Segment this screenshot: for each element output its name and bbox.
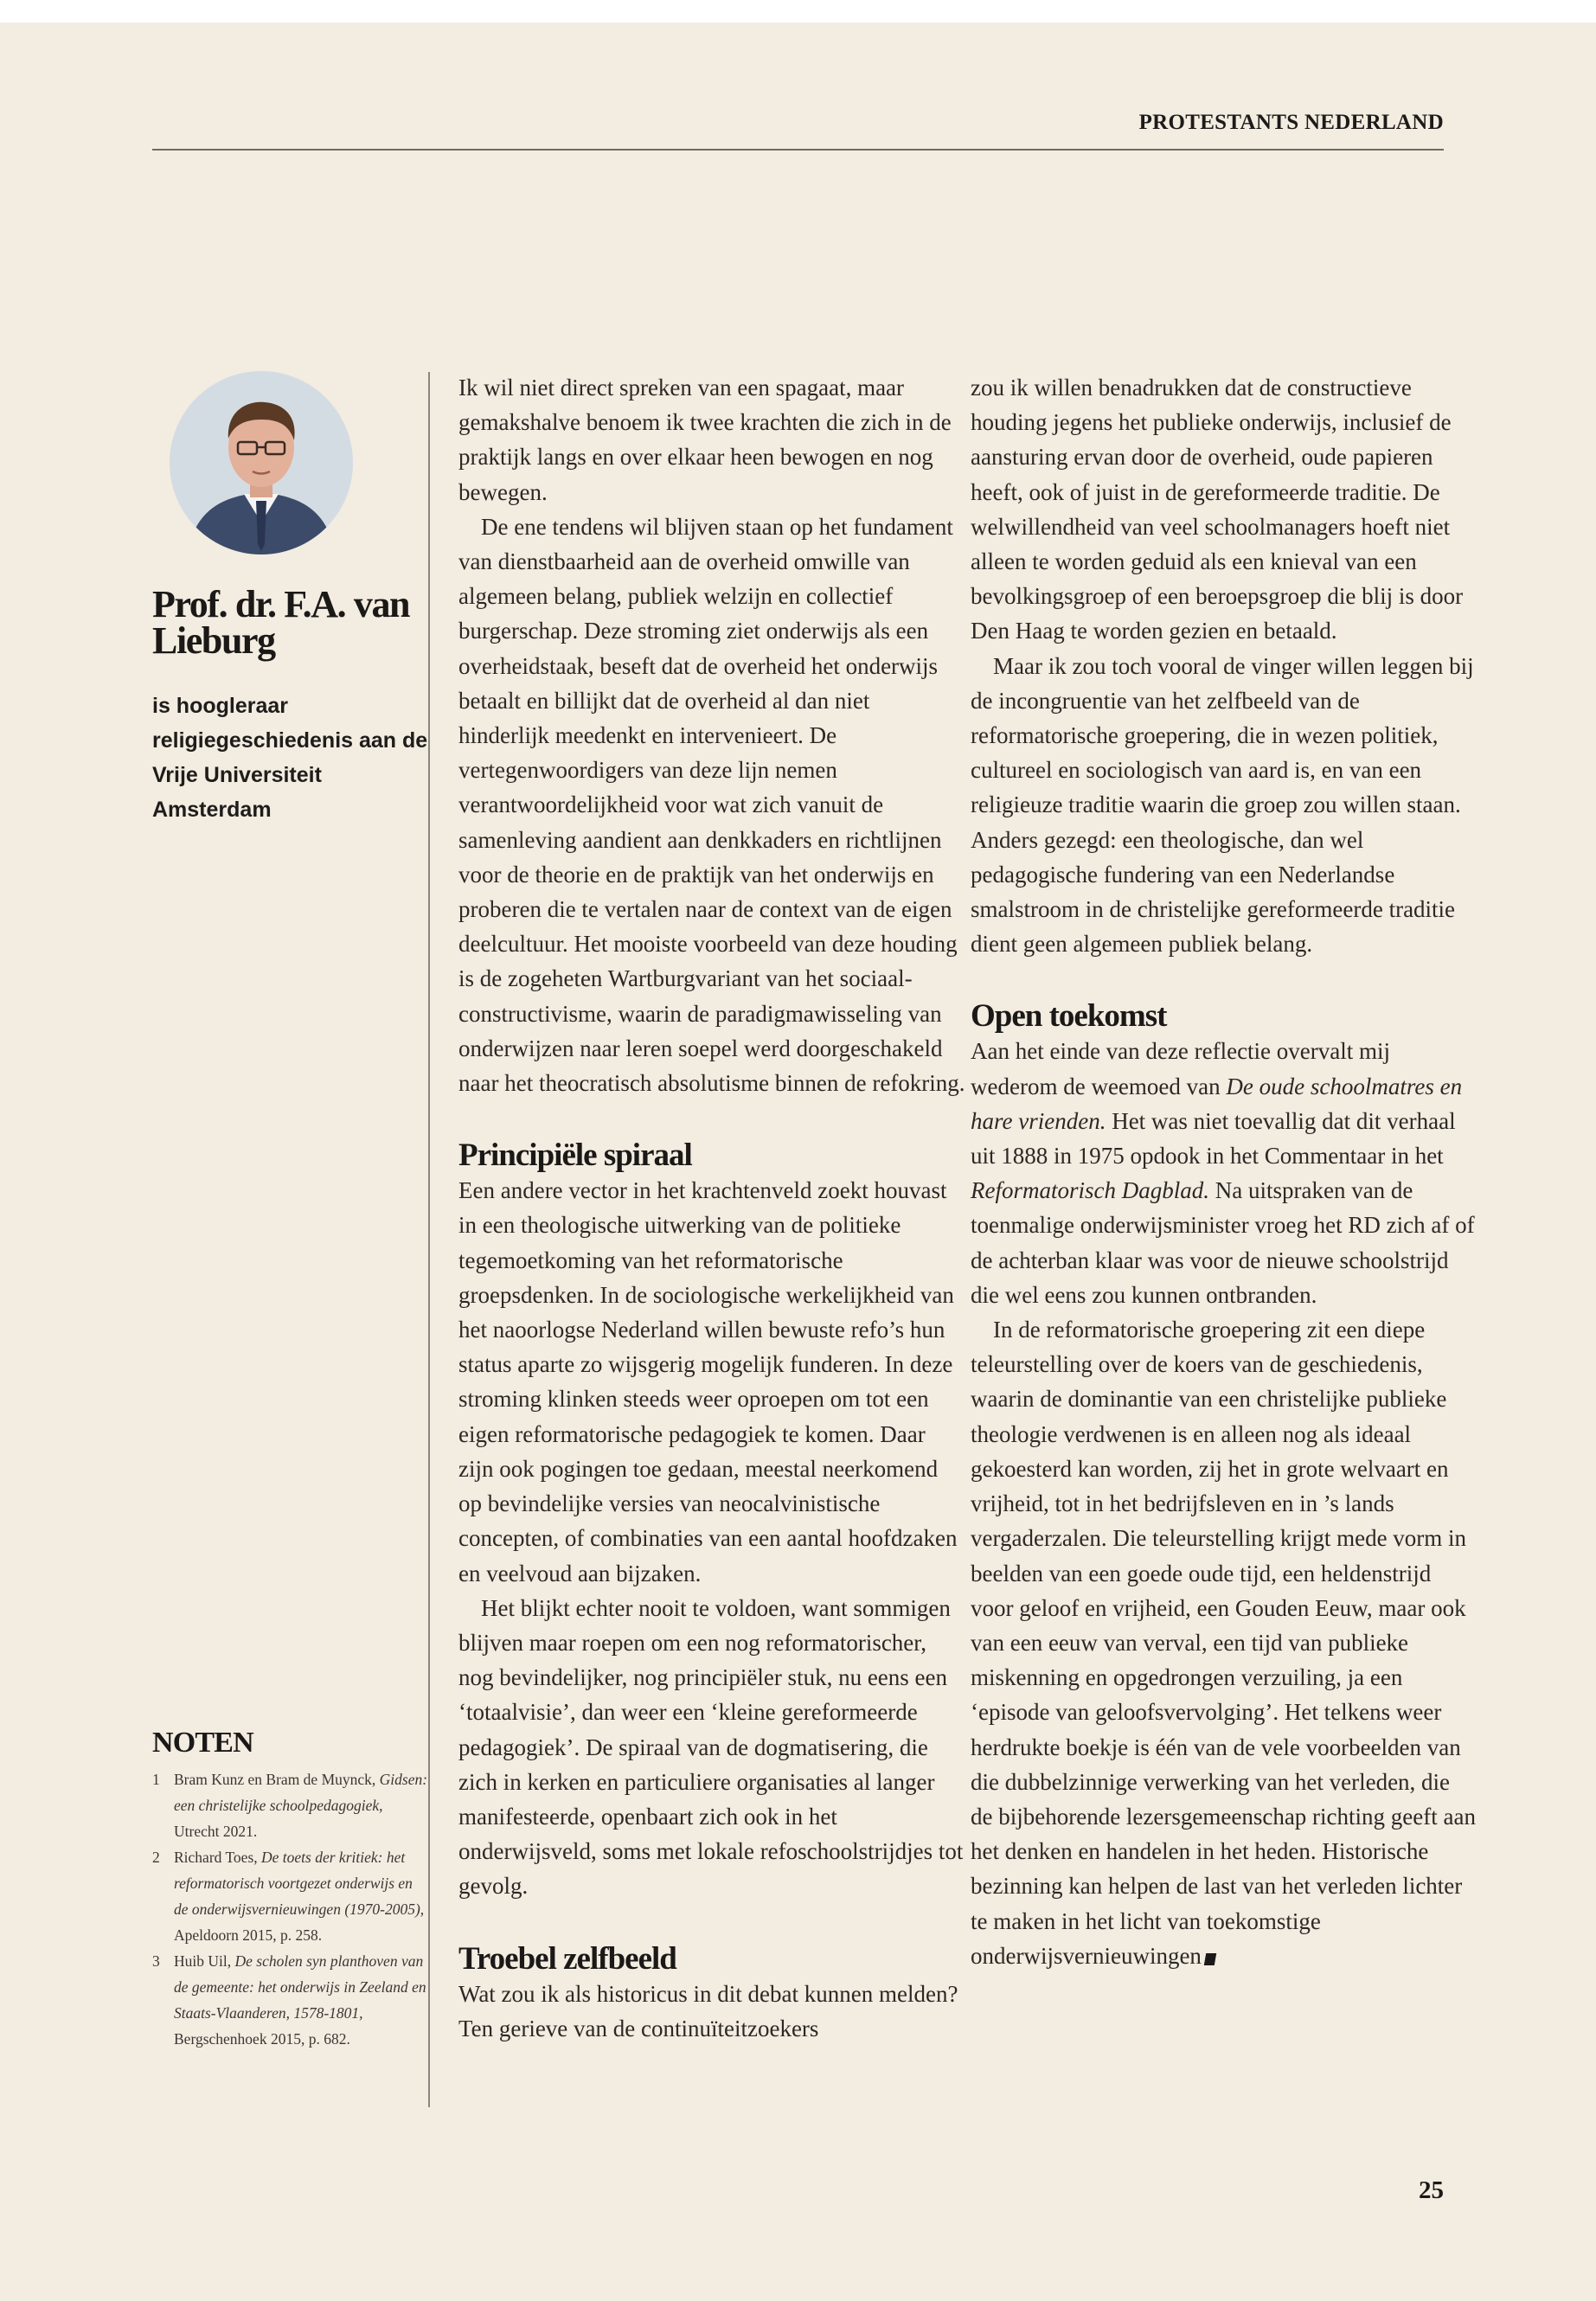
note-number: 3 xyxy=(152,1952,160,1970)
note-author: Bram Kunz en Bram de Muynck, xyxy=(174,1771,376,1788)
header-divider xyxy=(152,149,1444,151)
text-run: Na uitspraken van de toenmalige onderwijsminister vroeg het RD zich af of de achterban klaar was voor de nieuwe schoolstrijd die wel eens zou kunnen ontbranden. xyxy=(971,1177,1475,1308)
note-number: 1 xyxy=(152,1771,160,1788)
portrait-illustration xyxy=(170,371,353,554)
note-publication: Apeldoorn 2015, p. 258. xyxy=(174,1926,323,1944)
book-title: De oude schoolmatres en hare vrienden. xyxy=(971,1073,1463,1134)
article-column-1 xyxy=(458,370,965,2046)
section-heading: Principiële spiraal xyxy=(458,1138,692,1174)
sidebar-divider xyxy=(428,372,430,2107)
note-author: Richard Toes, xyxy=(174,1849,258,1866)
paragraph: zou ik willen benadrukken dat de constructieve houding jegens het publieke onderwijs, inclusief de aansturing ervan door de overheid, oude papieren heeft, ook of juist in de gereformeerde traditie. De welwillendheid van veel schoolmanagers hoeft niet alleen te worden geduid als een knieval van een bevolkingsgroep of een beroepsgroep die blij is door Den Haag te worden gezien en betaald. xyxy=(971,375,1464,644)
notes-list xyxy=(152,1766,429,2052)
paragraph: De ene tendens wil blijven staan op het fundament van dienstbaarheid aan de overheid omwille van algemeen belang, publiek welzijn en collectief burgerschap. Deze stroming ziet onderwijs als een overheidstaak, beseft dat de overheid het onderwijs betaalt en billijkt dat de overheid al dan niet hinderlijk meedenkt en intervenieert. De vertegenwoordigers van deze lijn nemen verantwoordelijkheid voor wat zich vanuit de samenleving aandient aan denkkaders en richtlijnen voor de theorie en de praktijk van het onderwijs en proberen die te vertalen naar de context van de eigen deelcultuur. Het mooiste voorbeeld van deze houding is de zogeheten Wartburgvariant van het sociaal-constructivisme, waarin de paradigmawisseling van onderwijzen naar leren soepel werd doorgeschakeld naar het theocratisch absolutisme binnen de refokring. xyxy=(458,513,965,1097)
text-run: Aan het einde van deze reflectie overvalt mij wederom de weemoed van xyxy=(971,1038,1391,1099)
paragraph xyxy=(971,1034,1477,1312)
note-title: De scholen syn planthoven van de gemeente: het onderwijs in Zeeland en Staats-Vlaanderen, 1578-1801, xyxy=(174,1952,426,2022)
page-number: 25 xyxy=(1419,2176,1444,2204)
section-heading: Open toekomst xyxy=(971,998,1167,1035)
note-number: 2 xyxy=(152,1849,160,1866)
paragraph: Maar ik zou toch vooral de vinger willen leggen bij de incongruentie van het zelfbeeld van de reformatorische groepering, die in wezen politiek, cultureel en sociologisch van aard is, en van een religieuze traditie waarin die groep zou willen staan. Anders gezegd: een theologische, dan wel pedagogische fundering van een Nederlandse smalstroom in de christelijke gereformeerde traditie dient geen algemeen publiek belang. xyxy=(971,652,1474,958)
author-name: Prof. dr. F.A. van Lieburg xyxy=(152,583,410,662)
text-run: Het was niet toevallig dat dit verhaal uit 1888 in 1975 opdook in het Commentaar in het xyxy=(971,1107,1456,1170)
author-description: is hoogleraar religiegeschiedenis aan de Vrije Universiteit Amsterdam xyxy=(152,694,428,822)
note-author: Huib Uil, xyxy=(174,1952,232,1970)
paragraph: Ik wil niet direct spreken van een spagaat, maar gemakshalve benoem ik twee krachten die zich in de praktijk langs en over elkaar heen bewogen en nog bewegen. xyxy=(458,375,952,505)
note-item xyxy=(152,1844,429,1948)
note-publication: Utrecht 2021. xyxy=(174,1823,258,1840)
note-item xyxy=(152,1948,429,2052)
text-run: In de reformatorische groepering zit een diepe teleurstelling over de koers van de geschiedenis, waarin de dominantie van een christelijke publieke theologie verdwenen is en alleen nog als ideaal gekoesterd kan worden, zij het in grote welvaart en vrijheid, tot in het bedrijfsleven en in ’s lands vergaderzalen. Die teleurstelling krijgt mede vorm in beelden van een goede oude tijd, een heldenstrijd voor geloof en vrijheid, een Gouden Eeuw, maar ook van een eeuw van verval, een tijd van publieke miskenning en opgedrongen verzuiling, ja een ‘episode van geloofsvervolging’. Het telkens weer herdrukte boekje is één van de vele voorbeelden van die dubbelzinnige verwerking van het verleden, die de bijbehorende lezersgemeenschap richting geeft aan het denken en handelen in het heden. Historische bezinning kan helpen de last van het verleden lichter te maken in het licht van toekomstige onderwijsvernieuwingen xyxy=(971,1317,1476,1969)
paragraph: Een andere vector in het krachtenveld zoekt houvast in een theologische uitwerking van de politieke tegemoetkoming van het reformatorische groepsdenken. In de sociologische werkelijkheid van het naoorlogse Nederland willen bewuste refo’s hun status aparte zo wijsgerig mogelijk funderen. In deze stroming klinken steeds weer oproepen om tot een eigen reformatorische pedagogiek te komen. Daar zijn ook pogingen toe gedaan, meestal neerkomend op bevindelijke versies van neocalvinistische concepten, of combinaties van een aantal hoofdzaken en veelvoud aan bijzaken. xyxy=(458,1177,958,1586)
note-publication: Bergschenhoek 2015, p. 682. xyxy=(174,2030,350,2048)
section-heading: Troebel zelfbeeld xyxy=(458,1940,676,1977)
paragraph: Het blijkt echter nooit te voldoen, want sommigen blijven maar roepen om een nog reformatorischer, nog bevindelijker, nog principiëler stuk, nu eens een ‘totaalvisie’, dan weer een ‘kleine gereformeerde pedagogiek’. De spiraal van de dogmatisering, die zich in kerken en particuliere organisaties al langer manifesteerde, openbaart zich ook in het onderwijsveld, soms met lokale refoschoolstrijdjes tot gevolg. xyxy=(458,1594,964,1900)
note-title: De toets der kritiek: het reformatorisch voortgezet onderwijs en de onderwijsvernieuwingen (1970-2005), xyxy=(174,1849,425,1918)
notes-heading: NOTEN xyxy=(152,1727,253,1759)
section-label: PROTESTANTS NEDERLAND xyxy=(1138,111,1444,134)
paragraph: Wat zou ik als historicus in dit debat kunnen melden? Ten gerieve van de continuïteitzoekers xyxy=(458,1980,958,2041)
article-column-2 xyxy=(971,370,1477,1973)
note-title: Gidsen: een christelijke schoolpedagogiek, xyxy=(174,1771,428,1814)
newspaper-title: Reformatorisch Dagblad. xyxy=(971,1177,1209,1204)
paragraph xyxy=(971,1312,1477,1973)
author-portrait xyxy=(170,371,353,554)
end-of-article-mark xyxy=(1204,1953,1216,1965)
note-item xyxy=(152,1766,429,1844)
